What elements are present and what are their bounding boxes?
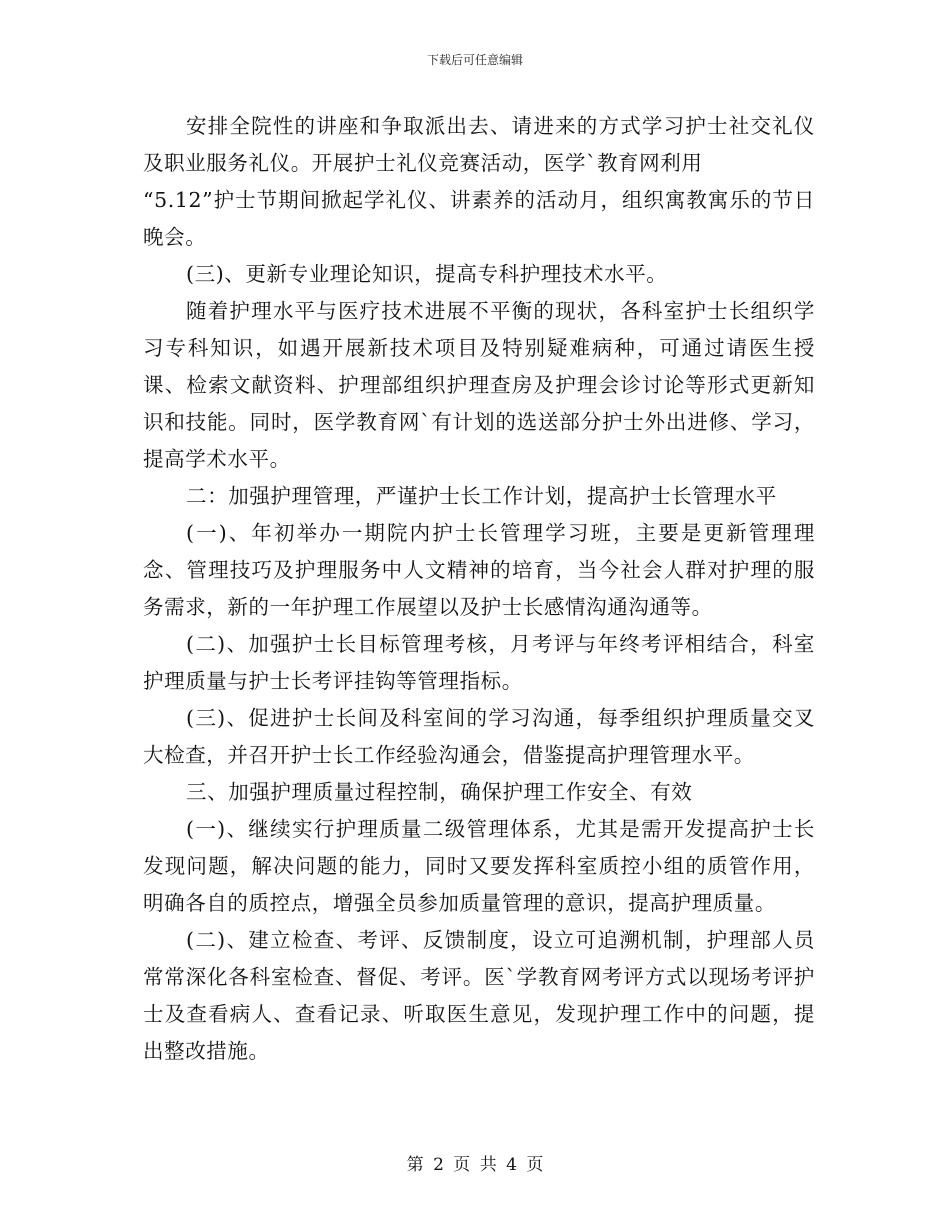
page-header: 下载后可任意编辑 — [426, 53, 523, 67]
section-heading-update-knowledge: (三)、更新专业理论知识，提高专科护理技术水平。 — [186, 262, 668, 286]
paragraph-target-assessment: (二)、加强护士长目标管理考核，月考评与年终考评相结合，科室护理质量与护士长考评挂钩等管理指标。 — [143, 632, 815, 693]
section-heading-nursing-management: 二：加强护理管理，严谨护士长工作计划，提高护士长管理水平 — [186, 484, 777, 508]
paragraph-two-level-system: (一)、继续实行护理质量二级管理体系，尤其是需开发提高护士长发现问题，解决问题的能力，同时又要发挥科室质控小组的质管作用，明确各自的质控点，增强全员参加质量管理的意识，提高护理质量。 — [143, 817, 815, 915]
paragraph-nurses-day: “5.12”护士节期间掀起学礼仪、讲素养的活动月，组织寓教寓乐的节日晚会。 — [143, 188, 815, 249]
paragraph-specialty-knowledge: 随着护理水平与医疗技术进展不平衡的现状，各科室护士长组织学习专科知识，如遇开展新技术项目及特别疑难病种，可通过请医生授课、检索文献资料、护理部组织护理查房及护理会诊讨论等形式更新知识和技能。同时，医学教育网`有计划的选送部分护士外出进修、学习，提高学术水平。 — [143, 299, 815, 471]
paragraph-management-class: (一)、年初举办一期院内护士长管理学习班，主要是更新管理理念、管理技巧及护理服务中人文精神的培育，当今社会人群对护理的服务需求，新的一年护理工作展望以及护士长感情沟通沟通等。 — [143, 521, 815, 619]
document-body — [143, 108, 815, 1070]
page-number-footer: 第 2 页 共 4 页 — [406, 1155, 544, 1175]
section-heading-quality-control: 三、加强护理质量过程控制，确保护理工作安全、有效 — [186, 780, 693, 804]
paragraph-feedback-system: (二)、建立检查、考评、反馈制度，设立可追溯机制，护理部人员常常深化各科室检查、督促、考评。医`学教育网考评方式以现场考评护士及查看病人、查看记录、听取医生意见，发现护理工作中的问题，提出整改措施。 — [143, 928, 815, 1063]
paragraph-etiquette-training: 安排全院性的讲座和争取派出去、请进来的方式学习护士社交礼仪及职业服务礼仪。开展护士礼仪竞赛活动，医学`教育网利用 — [143, 114, 815, 175]
paragraph-cross-inspection: (三)、促进护士长间及科室间的学习沟通，每季组织护理质量交叉大检查，并召开护士长工作经验沟通会，借鉴提高护理管理水平。 — [143, 706, 815, 767]
